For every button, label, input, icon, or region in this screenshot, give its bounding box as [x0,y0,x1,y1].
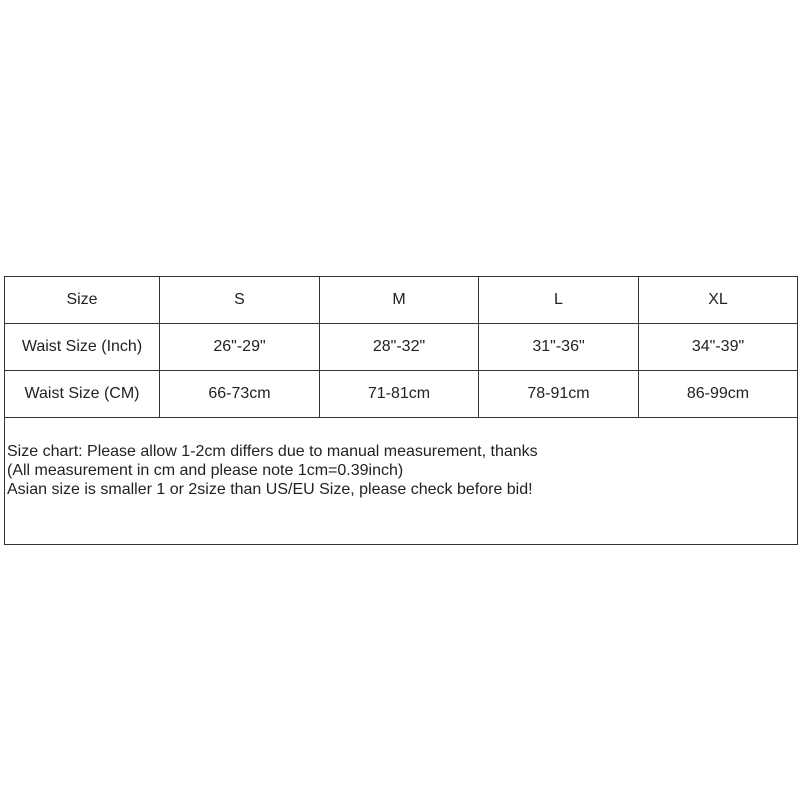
note-line-3: Asian size is smaller 1 or 2size than US/EU Size, please check before bid! [7,481,533,498]
header-cell-l: L [479,277,639,324]
note-line-1: Size chart: Please allow 1-2cm differs due to manual measurement, thanks [7,443,538,460]
cell-waist-cm-s: 66-73cm [160,371,320,418]
header-cell-s: S [160,277,320,324]
note-line-2: (All measurement in cm and please note 1cm=0.39inch) [7,462,404,479]
size-note-cell [5,418,798,545]
size-chart-table [4,276,798,545]
header-cell-size: Size [5,277,160,324]
cell-waist-inch-m: 28"-32" [320,324,479,371]
cell-waist-inch-xl: 34"-39" [639,324,798,371]
table-row-waist-cm [5,371,798,418]
cell-waist-inch-l: 31"-36" [479,324,639,371]
row-label-waist-cm: Waist Size (CM) [5,371,160,418]
row-label-waist-inch: Waist Size (Inch) [5,324,160,371]
header-cell-xl: XL [639,277,798,324]
table-row-waist-inch [5,324,798,371]
cell-waist-inch-s: 26"-29" [160,324,320,371]
table-header-row [5,277,798,324]
header-cell-m: M [320,277,479,324]
cell-waist-cm-l: 78-91cm [479,371,639,418]
table-note-row [5,418,798,545]
cell-waist-cm-xl: 86-99cm [639,371,798,418]
cell-waist-cm-m: 71-81cm [320,371,479,418]
